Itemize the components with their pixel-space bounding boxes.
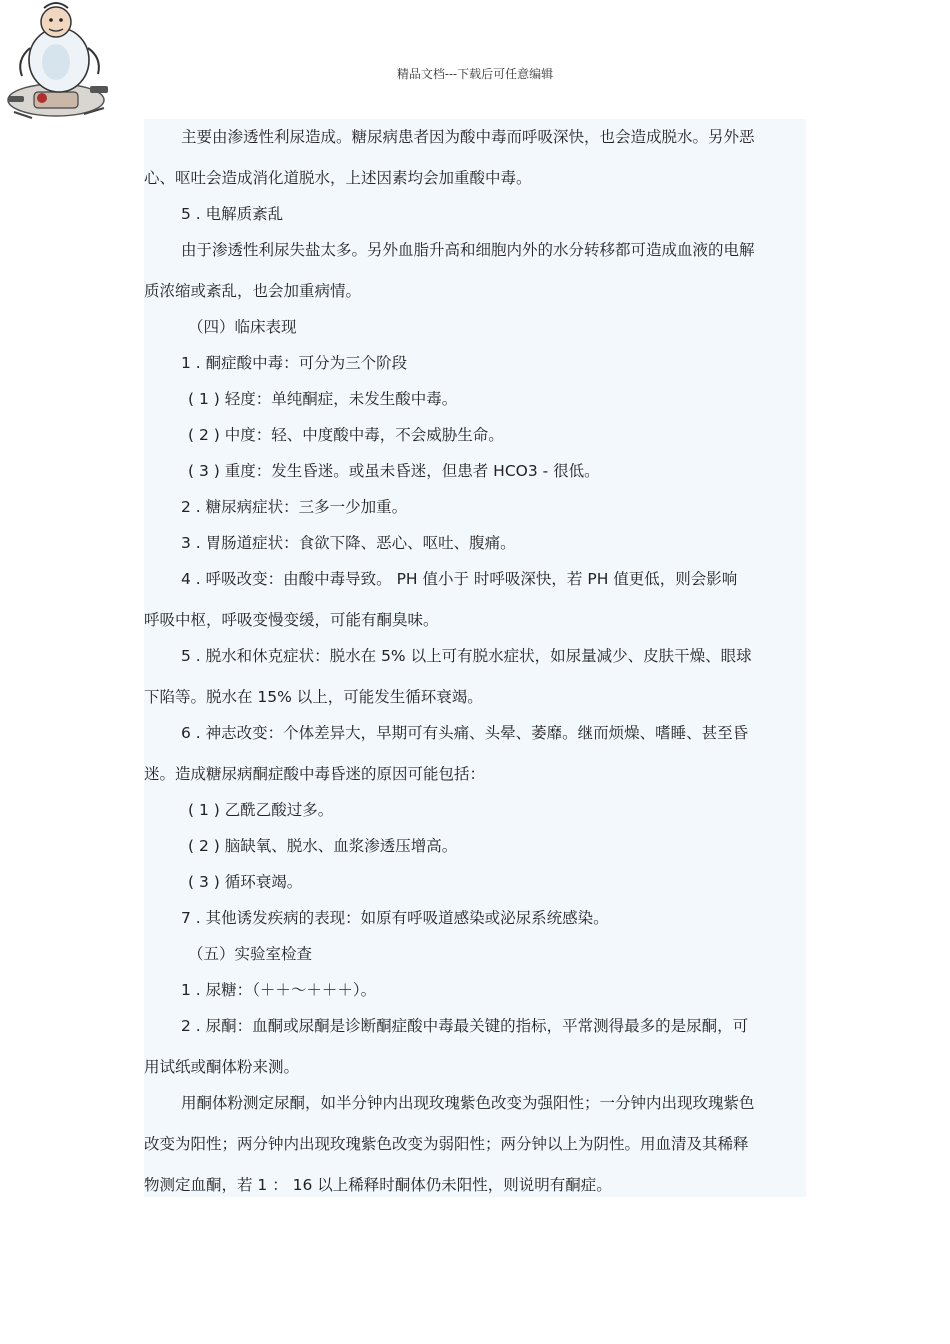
list-item: ( 1 ) 轻度：单纯酮症，未发生酸中毒。 (188, 390, 458, 408)
list-item: ( 2 ) 脑缺氧、脱水、血浆渗透压增高。 (188, 837, 458, 855)
list-item: 1 . 尿糖：（＋＋～＋＋＋）。 (181, 981, 377, 999)
page-header-text: 精品文档---下载后可任意编辑 (396, 67, 554, 81)
paragraph-line: 下陷等。脱水在 15% 以上，可能发生循环衰竭。 (144, 688, 483, 706)
section-heading: 5 . 电解质紊乱 (181, 205, 284, 223)
list-item: 5 . 脱水和休克症状：脱水在 5% 以上可有脱水症状，如尿量减少、皮肤干燥、眼球 (181, 647, 752, 665)
paragraph-line: 心、呕吐会造成消化道脱水，上述因素均会加重酸中毒。 (144, 169, 532, 187)
paragraph-line: 迷。造成糖尿病酮症酸中毒昏迷的原因可能包括： (144, 765, 486, 783)
list-item: 1 . 酮症酸中毒：可分为三个阶段 (181, 354, 408, 372)
paragraph-line: 物测定血酮，若 1 ： 16 以上稀释时酮体仍未阳性，则说明有酮症。 (144, 1176, 612, 1194)
document-body (144, 119, 806, 1197)
list-item: ( 3 ) 重度：发生昏迷。或虽未昏迷，但患者 HCO3 - 很低。 (188, 462, 600, 480)
paragraph-line: 由于渗透性利尿失盐太多。另外血脂升高和细胞内外的水分转移都可造成血液的电解 (181, 241, 755, 259)
paragraph-line: 改变为阳性；两分钟内出现玫瑰紫色改变为弱阳性；两分钟以上为阴性。用血清及其稀释 (144, 1135, 749, 1153)
list-item: 7 . 其他诱发疾病的表现：如原有呼吸道感染或泌尿系统感染。 (181, 909, 609, 927)
list-item: 4 . 呼吸改变：由酸中毒导致。 PH 值小于 时呼吸深快，若 PH 值更低，则会影响 (181, 570, 738, 588)
list-item: ( 2 ) 中度：轻、中度酸中毒，不会威胁生命。 (188, 426, 504, 444)
paragraph-line: 主要由渗透性利尿造成。糖尿病患者因为酸中毒而呼吸深快，也会造成脱水。另外恶 (181, 128, 755, 146)
paragraph-line: 呼吸中枢，呼吸变慢变缓，可能有酮臭味。 (144, 611, 439, 629)
paragraph-line: 用试纸或酮体粉来测。 (144, 1058, 300, 1076)
list-item: 3 . 胃肠道症状：食欲下降、恶心、呕吐、腹痛。 (181, 534, 516, 552)
list-item: 2 . 尿酮：血酮或尿酮是诊断酮症酸中毒最关键的指标，平常测得最多的是尿酮，可 (181, 1017, 749, 1035)
section-heading: （四）临床表现 (188, 318, 297, 336)
list-item: ( 3 ) 循环衰竭。 (188, 873, 303, 891)
list-item: ( 1 ) 乙酰乙酸过多。 (188, 801, 334, 819)
section-heading: （五）实验室检查 (188, 945, 313, 963)
paragraph-line: 用酮体粉测定尿酮，如半分钟内出现玫瑰紫色改变为强阳性；一分钟内出现玫瑰紫色 (181, 1094, 755, 1112)
list-item: 2 . 糖尿病症状：三多一少加重。 (181, 498, 408, 516)
paragraph-line: 质浓缩或紊乱，也会加重病情。 (144, 282, 362, 300)
list-item: 6 . 神志改变：个体差异大，早期可有头痛、头晕、萎靡。继而烦燥、嗜睡、甚至昏 (181, 724, 749, 742)
mascot-logo-image (4, 0, 116, 126)
